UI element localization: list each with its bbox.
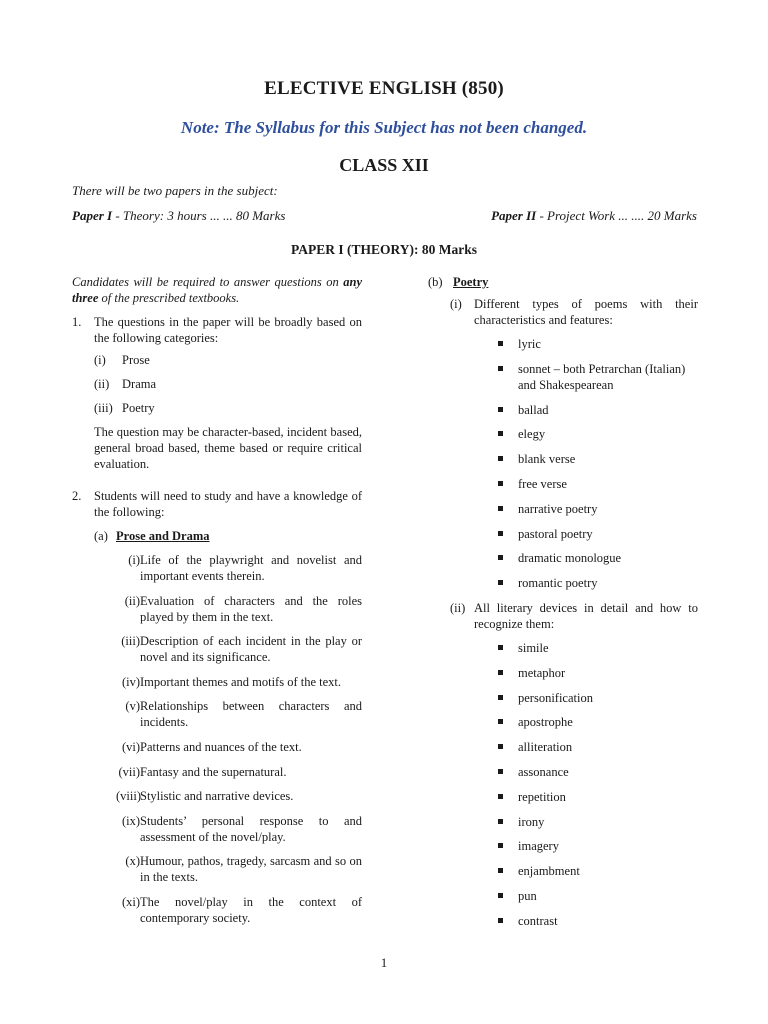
list-text: Description of each incident in the play or novel and its significance.: [140, 634, 362, 665]
item-1-marker: 1.: [72, 315, 82, 329]
bullet-text: lyric: [518, 337, 541, 351]
numbered-item-1: [72, 314, 362, 480]
bullet-item: [496, 764, 698, 780]
bullet-icon: [496, 888, 518, 904]
bullet-icon: [496, 764, 518, 780]
list-text: Drama: [122, 377, 157, 391]
bullet-text: metaphor: [518, 665, 566, 680]
bullet-icon: [496, 526, 518, 542]
item-2-marker: 2.: [72, 489, 82, 503]
list-text: The novel/play in the context of contemporary society.: [140, 894, 362, 925]
bullet-item: [496, 402, 698, 418]
paper-1-info: [72, 208, 285, 224]
syllabus-note: Note: The Syllabus for this Subject has not been changed.: [180, 118, 588, 137]
list-marker: (x): [125, 854, 140, 869]
bullet-icon: [496, 451, 518, 467]
bullet-item: [496, 714, 698, 730]
page-number: 1: [380, 955, 388, 970]
bullet-text: alliteration: [518, 740, 573, 755]
subsection-prose-drama: [94, 528, 362, 544]
bullet-item: [496, 476, 698, 492]
list-marker: (viii): [116, 789, 141, 804]
list-item: [116, 674, 362, 690]
list-item: [116, 552, 362, 584]
list-marker: (vii): [118, 764, 140, 779]
bullet-icon: [496, 714, 518, 730]
paper-1-text: - Theory: 3 hours ... ... 80 Marks: [112, 208, 286, 223]
bullet-icon: [496, 402, 518, 418]
bullet-icon: [496, 550, 518, 566]
poem-types-block: [450, 296, 698, 591]
bullet-item: [496, 336, 698, 352]
list-item: [94, 400, 362, 416]
list-text: Evaluation of characters and the roles played by them in the text.: [140, 593, 362, 624]
bullet-item: [496, 426, 698, 442]
list-item: [94, 352, 362, 368]
bullet-icon: [496, 690, 518, 706]
list-item: [116, 853, 362, 885]
paper-2-text: - Project Work ... .... 20 Marks: [536, 208, 697, 223]
bullet-text: pastoral poetry: [518, 526, 593, 541]
bullet-icon: [496, 361, 518, 393]
list-item: [116, 739, 362, 755]
list-marker: (iv): [121, 674, 140, 689]
bullet-item: [496, 550, 698, 566]
list-text: Important themes and motifs of the text.: [140, 674, 341, 689]
bullet-icon: [496, 739, 518, 755]
bullet-icon: [496, 665, 518, 681]
bullet-item: [496, 640, 698, 656]
list-text: Prose: [122, 353, 150, 367]
list-marker: (ix): [121, 813, 140, 828]
list-text: All literary devices in detail and how to recognize them:: [474, 600, 698, 631]
literary-devices-list: [496, 640, 698, 929]
list-marker: (v): [125, 699, 140, 714]
bullet-icon: [496, 863, 518, 879]
list-item: [116, 633, 362, 665]
list-item: [116, 788, 362, 804]
list-marker: (xi): [121, 894, 140, 909]
bullet-item: [496, 739, 698, 755]
bullet-icon: [496, 640, 518, 656]
bullet-text: ballad: [518, 402, 549, 417]
bullet-icon: [496, 336, 518, 352]
bullet-icon: [496, 814, 518, 830]
list-marker: (ii): [124, 593, 140, 608]
section-heading: PAPER I (THEORY): 80 Marks: [290, 242, 477, 257]
lead-bold: any three: [72, 275, 362, 305]
numbered-item-2: [72, 488, 362, 935]
bullet-text: imagery: [518, 839, 559, 854]
bullet-icon: [496, 501, 518, 517]
class-heading: CLASS XII: [339, 155, 429, 175]
subsection-title: Poetry: [453, 275, 489, 289]
bullet-text: apostrophe: [518, 715, 573, 730]
bullet-text: assonance: [518, 764, 569, 779]
intro-text: There will be two papers in the subject:: [72, 183, 278, 198]
list-text: Poetry: [122, 401, 155, 415]
bullet-item: [496, 863, 698, 879]
bullet-item: [496, 913, 698, 929]
document-title: ELECTIVE ENGLISH (850): [264, 78, 504, 99]
lead-start: Candidates will be required to answer questions on: [72, 275, 344, 289]
subsection-marker: (b): [428, 275, 443, 289]
bullet-item: [496, 665, 698, 681]
subsection-poetry: [428, 274, 698, 290]
bullet-icon: [496, 913, 518, 929]
list-item: [116, 593, 362, 625]
list-text: Life of the playwright and novelist and important events therein.: [140, 553, 362, 583]
poem-types-list: [496, 336, 698, 591]
bullet-item: [496, 501, 698, 517]
item-1-body: [94, 314, 362, 480]
list-marker: (i): [128, 553, 140, 567]
bullet-text: romantic poetry: [518, 576, 598, 591]
list-marker: (ii): [94, 377, 110, 391]
item-2-body: [94, 488, 362, 935]
list-item: [94, 376, 362, 392]
list-marker: (iii): [121, 634, 140, 649]
bullet-text: repetition: [518, 789, 566, 804]
list-text: Students’ personal response to and assessment of the novel/play.: [140, 813, 362, 844]
bullet-text: narrative poetry: [518, 501, 598, 516]
bullet-icon: [496, 426, 518, 442]
question-types-paragraph: The question may be character-based, incident based, general broad based, theme based or require critical evaluation.: [94, 425, 362, 471]
bullet-text: sonnet – both Petrarchan (Italian) and Shakespearean: [518, 361, 686, 392]
bullet-text: personification: [518, 690, 593, 705]
bullet-text: simile: [518, 640, 549, 655]
list-text: Fantasy and the supernatural.: [140, 764, 287, 779]
list-item: [116, 894, 362, 926]
lead-end: of the prescribed textbooks.: [98, 291, 240, 305]
list-text: Patterns and nuances of the text.: [140, 739, 302, 754]
literary-devices-heading: [450, 600, 698, 632]
bullet-icon: [496, 838, 518, 854]
bullet-item: [496, 575, 698, 591]
bullet-text: irony: [518, 814, 545, 829]
list-item: [116, 698, 362, 730]
bullet-item: [496, 789, 698, 805]
subsection-title: Prose and Drama: [116, 529, 210, 543]
paper-2-info: [491, 208, 697, 224]
subsection-marker: (a): [94, 529, 108, 543]
list-text: Relationships between characters and incidents.: [140, 699, 362, 730]
bullet-item: [496, 888, 698, 904]
category-list: [94, 352, 362, 416]
list-marker: (vi): [121, 739, 140, 754]
poem-types-heading: [450, 296, 698, 328]
paper-1-label: Paper I: [72, 208, 113, 223]
bullet-text: contrast: [518, 913, 558, 928]
list-marker: (iii): [94, 401, 113, 415]
bullet-item: [496, 451, 698, 467]
bullet-icon: [496, 789, 518, 805]
item-2-text: Students will need to study and have a knowledge of the following:: [94, 489, 362, 519]
literary-devices-block: [450, 600, 698, 929]
list-marker: (i): [94, 353, 106, 367]
prose-drama-points: [116, 552, 362, 926]
list-item: [116, 813, 362, 845]
bullet-item: [496, 526, 698, 542]
bullet-text: elegy: [518, 427, 546, 442]
lead-paragraph: [72, 274, 362, 306]
bullet-text: enjambment: [518, 864, 580, 879]
bullet-item: [496, 814, 698, 830]
list-marker: (i): [450, 297, 462, 311]
list-text: Different types of poems with their characteristics and features:: [474, 297, 698, 327]
list-text: Stylistic and narrative devices.: [140, 789, 294, 804]
bullet-item: [496, 361, 698, 393]
bullet-text: pun: [518, 888, 537, 903]
list-marker: (ii): [450, 600, 466, 615]
bullet-text: dramatic monologue: [518, 551, 622, 566]
paper-2-label: Paper II: [491, 208, 537, 223]
list-item: [116, 764, 362, 780]
bullet-item: [496, 690, 698, 706]
bullet-text: free verse: [518, 476, 567, 491]
bullet-item: [496, 838, 698, 854]
left-column: [72, 274, 362, 943]
right-column: [428, 274, 698, 938]
bullet-icon: [496, 476, 518, 492]
bullet-icon: [496, 575, 518, 591]
list-text: Humour, pathos, tragedy, sarcasm and so on in the texts.: [140, 854, 362, 885]
item-1-text: The questions in the paper will be broadly based on the following categories:: [94, 315, 362, 345]
bullet-text: blank verse: [518, 452, 576, 467]
